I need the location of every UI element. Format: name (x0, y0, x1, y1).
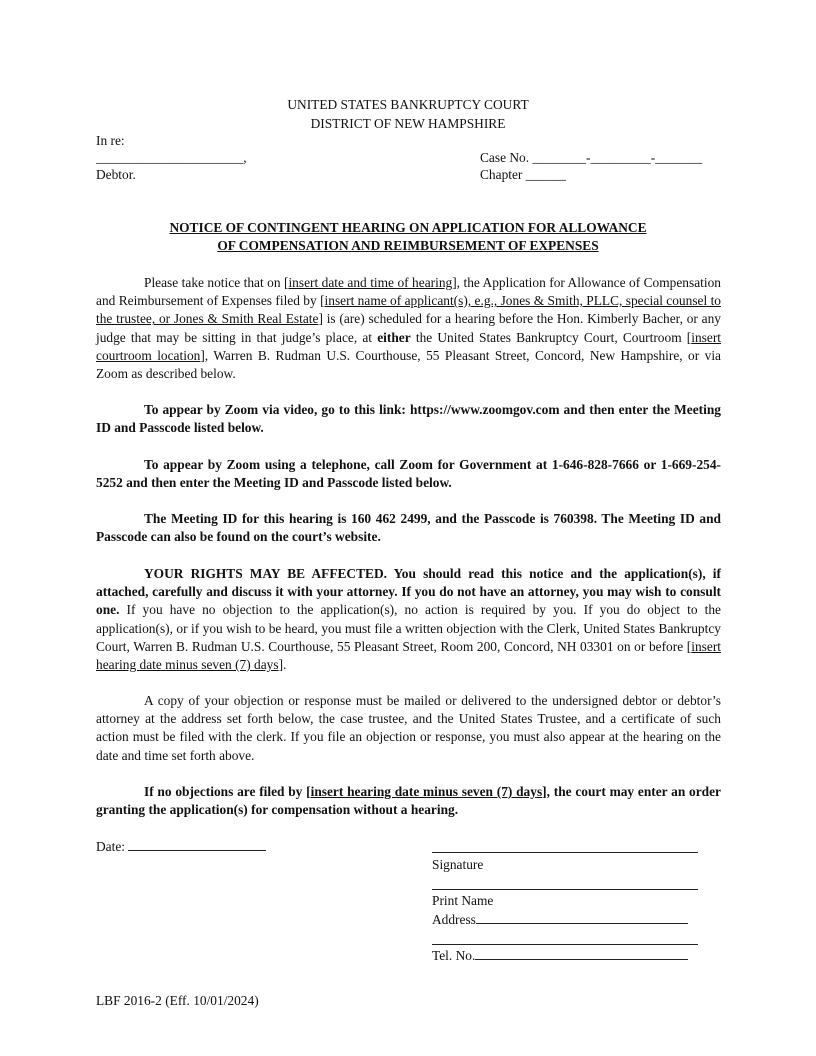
text: If no objections are filed by [ (144, 784, 311, 799)
court-name: UNITED STATES BANKRUPTCY COURT (287, 97, 529, 112)
text: the United States Bankruptcy Court, Courtroom [ (410, 329, 692, 345)
text: ], the Application for Allowance of Compensation and Reimbursement of Expenses filed by [ (96, 275, 721, 309)
date-label: Date: (96, 839, 125, 854)
address-field (432, 911, 688, 929)
form-number-footer: LBF 2016-2 (Eff. 10/01/2024) (96, 993, 259, 1008)
signature-line (432, 852, 698, 853)
court-district: DISTRICT OF NEW HAMPSHIRE (310, 116, 506, 131)
meeting-id-paragraph: The Meeting ID for this hearing is 160 462 2499, and the Passcode is 760398. The Meeting ID and Passcode can also be found on the court’s website. (96, 511, 721, 545)
address-label: Address (432, 912, 476, 927)
service-paragraph: A copy of your objection or response must be mailed or delivered to the undersigned debtor or debtor’s attorney at the address set forth below, the case trustee, and the United States Trustee, and a certificate of such action must be filed with the clerk. If you file an objection or response, you must also appear at the hearing on the date and time set forth above. (96, 693, 721, 763)
emphasis: either (377, 329, 411, 345)
print-name-line (432, 889, 698, 890)
no-objection-paragraph (96, 783, 721, 819)
tel-field (432, 947, 688, 965)
zoom-phone-paragraph: To appear by Zoom using a telephone, call Zoom for Government at 1-646-828-7666 or 1-669-254-5252 and then enter the Meeting ID and Passcode listed below. (96, 457, 721, 491)
text: ] is (are) scheduled for a hearing before the Hon. Kimberly Bacher, or any judge that may be sitting in that judge’s place, at (96, 311, 721, 345)
notice-paragraph (96, 274, 721, 383)
text: ], Warren B. Rudman U.S. Courthouse, 55 Pleasant Street, Concord, New Hampshire, or via Zoom as described below. (96, 347, 721, 382)
courtroom-field: insert courtroom location (96, 329, 721, 363)
notice-title-line1: NOTICE OF CONTINGENT HEARING ON APPLICATION FOR ALLOWANCE (169, 220, 647, 235)
case-number: Case No. ________-_________-_______ (480, 150, 703, 165)
notice-title-line2: OF COMPENSATION AND REIMBURSEMENT OF EXPENSES (217, 238, 599, 253)
address-line (476, 911, 688, 924)
print-name-label: Print Name (432, 893, 494, 908)
text: If you have no objection to the application(s), no action is required by you. If you do object to the application(s), or if you wish to be heard, you must file a written objection with the Clerk, United States Bankruptcy Court, Warren B. Rudman U.S. Courthouse, 55 Pleasant Street, Room 200, Concord, NH 03301 on or before [ (96, 602, 721, 654)
tel-line (475, 947, 688, 960)
in-re-label: In re: (96, 133, 125, 148)
tel-label: Tel. No. (432, 948, 476, 963)
applicant-name-field: insert name of applicant(s), e.g., Jones & Smith, PLLC, special counsel to the trustee, or Jones & Smith Real Estate (96, 293, 721, 327)
chapter-number: Chapter ______ (480, 167, 566, 182)
zoom-video-paragraph: To appear by Zoom via video, go to this link: https://www.zoomgov.com and then enter the Meeting ID and Passcode listed below. (96, 402, 721, 436)
debtor-name-blank: ______________________, (96, 150, 247, 165)
hearing-date-field: insert date and time of hearing (288, 275, 453, 290)
rights-paragraph (96, 565, 721, 674)
rights-warning: YOUR RIGHTS MAY BE AFFECTED. You should read this notice and the application(s), if attached, carefully and discuss it with your attorney. If you do not have an attorney, you may wish to consult one. (96, 566, 721, 618)
objection-deadline-field: insert hearing date minus seven (7) days (96, 638, 721, 673)
text: Please take notice that on [ (144, 275, 289, 290)
objection-deadline-field: insert hearing date minus seven (7) days (310, 784, 543, 799)
address-line-2 (432, 944, 698, 945)
date-line (128, 838, 266, 851)
text: ]. (278, 657, 287, 673)
debtor-label: Debtor. (96, 167, 136, 182)
text: ], the court may enter an order granting the application(s) for compensation without a hearing. (96, 784, 721, 818)
signature-label: Signature (432, 857, 484, 872)
date-field (96, 838, 266, 856)
